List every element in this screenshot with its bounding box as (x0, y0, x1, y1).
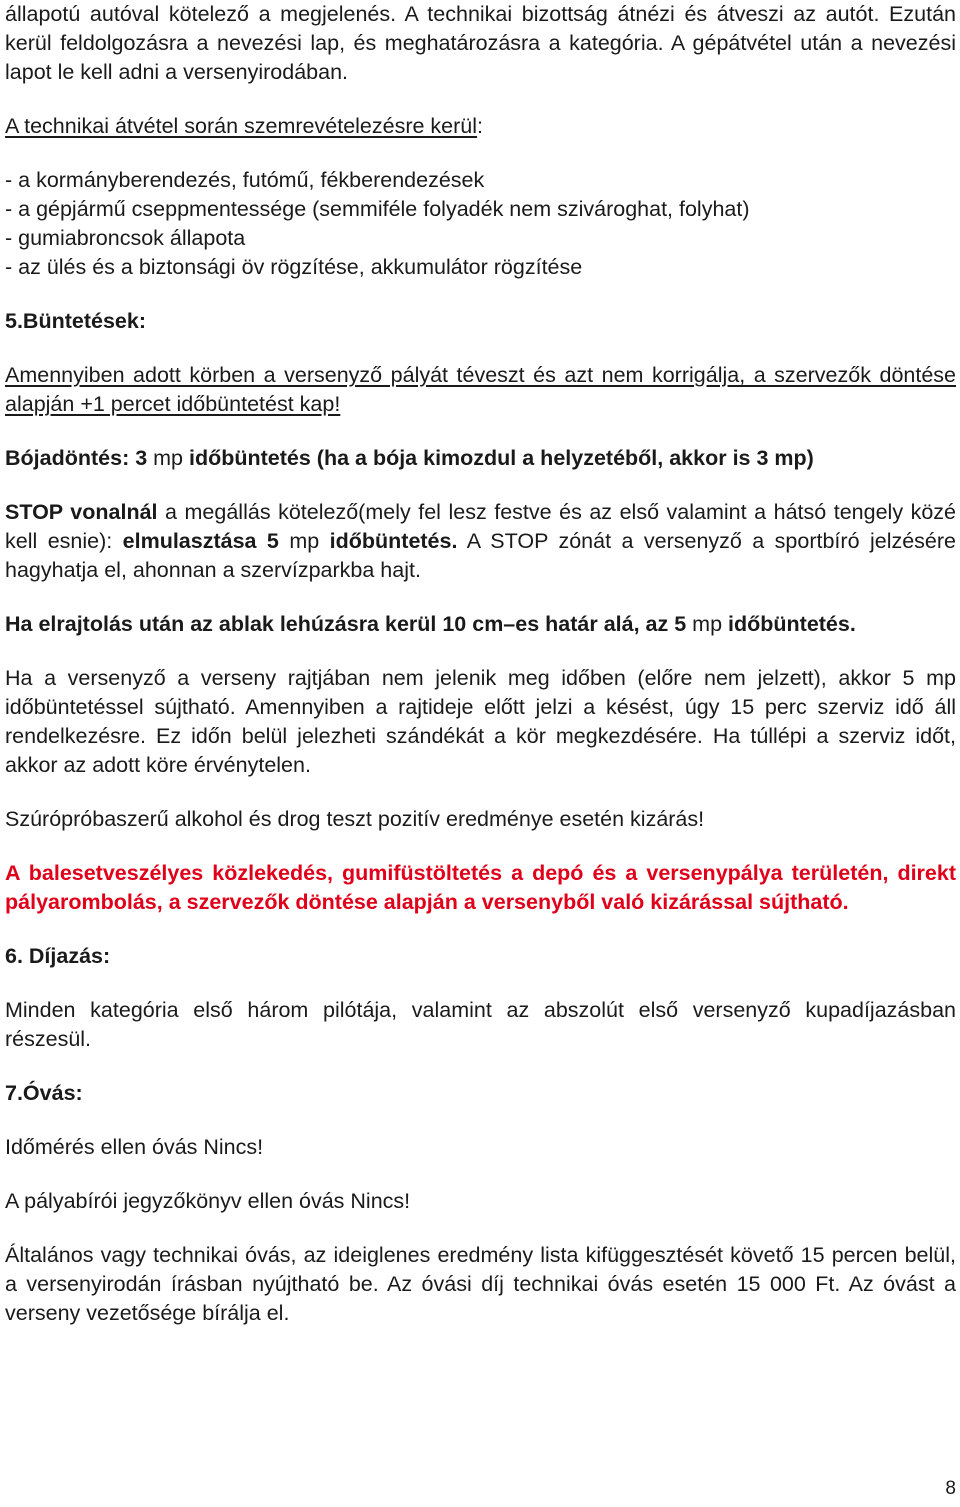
intro-paragraph: állapotú autóval kötelező a megjelenés. A technikai bizottság átnézi és átveszi az autót. Ezután kerül feldolgozásra a nevezési lap, és meghatározásra a kategória. A gépátvétel után a nevezési lapot le kell adni a versenyirodában. (5, 2, 956, 84)
penalty-start-delay: Ha a versenyző a verseny rajtjában nem jelenik meg időben (előre nem jelzett), akkor 5 mp időbüntetéssel sújtható. Amennyiben a rajtideje előtt jelzi a késést, úgy 15 perc szerviz idő áll rendelkezésre. Ez időn belül jelezheti szándékát a kör megkezdésére. Ha túllépi a szerviz időt, akkor az adott köre érvénytelen. (5, 666, 956, 777)
list-item: - gumiabroncsok állapota (5, 226, 246, 250)
list-item: - a gépjármű cseppmentessége (semmiféle folyadék nem szivároghat, folyhat) (5, 197, 750, 221)
disqualification-warning: A balesetveszélyes közlekedés, gumifüstöltetés a depó és a versenypálya területén, direkt pályarombolás, a szervezők döntése alapján a versenyből való kizárással sújtható. (5, 861, 956, 914)
tech-inspection-list (5, 166, 956, 282)
list-item: - az ülés és a biztonsági öv rögzítése, akkumulátor rögzítése (5, 255, 583, 279)
section-7-title: 7.Óvás: (5, 1081, 83, 1105)
protest-timing-paragraph: Időmérés ellen óvás Nincs! (5, 1135, 264, 1159)
alcohol-test-paragraph: Szúrópróbaszerű alkohol és drog teszt pozitív eredménye esetén kizárás! (5, 807, 705, 831)
tech-inspection-title: A technikai átvétel során szemrevételezésre kerül (5, 114, 478, 138)
prizes-paragraph: Minden kategória első három pilótája, valamint az abszolút első versenyző kupadíjazásban részesül. (5, 998, 956, 1051)
document-page (5, 0, 956, 1328)
penalty-stop-line: STOP vonalnál a megállás kötelező(mely fel lesz festve és az első valamint a hátsó tengely közé kell esnie): elmulasztása 5 mp időbüntetés. A STOP zónát a versenyző a sportbíró jelzésére hagyhatja el, ahonnan a szervízparkba hajt. (5, 500, 957, 582)
protest-marshal-paragraph: A pályabírói jegyzőkönyv ellen óvás Nincs! (5, 1189, 411, 1213)
page-number: 8 (945, 1478, 956, 1499)
penalty-track-error: Amennyiben adott körben a versenyző pályát téveszt és azt nem korrigálja, a szervezők döntése alapján +1 percet időbüntetést kap! (5, 363, 956, 416)
protest-general-paragraph: Általános vagy technikai óvás, az ideiglenes eredmény lista kifüggesztését követő 15 percen belül, a versenyirodán írásban nyújtható be. Az óvási díj technikai óvás esetén 15 000 Ft. Az óvást a verseny vezetősége bírálja el. (5, 1243, 956, 1325)
tech-inspection-heading: A technikai átvétel során szemrevételezésre kerül: (5, 114, 484, 138)
penalty-window: Ha elrajtolás után az ablak lehúzásra kerül 10 cm–es határ alá, az 5 mp időbüntetés. (5, 612, 856, 636)
section-5-title: 5.Büntetések: (5, 309, 146, 333)
penalty-buoy: Bójadöntés: 3 mp időbüntetés (ha a bója kimozdul a helyzetéből, akkor is 3 mp) (5, 446, 814, 470)
section-6-title: 6. Díjazás: (5, 944, 111, 968)
list-item: - a kormányberendezés, futómű, fékberendezések (5, 168, 485, 192)
